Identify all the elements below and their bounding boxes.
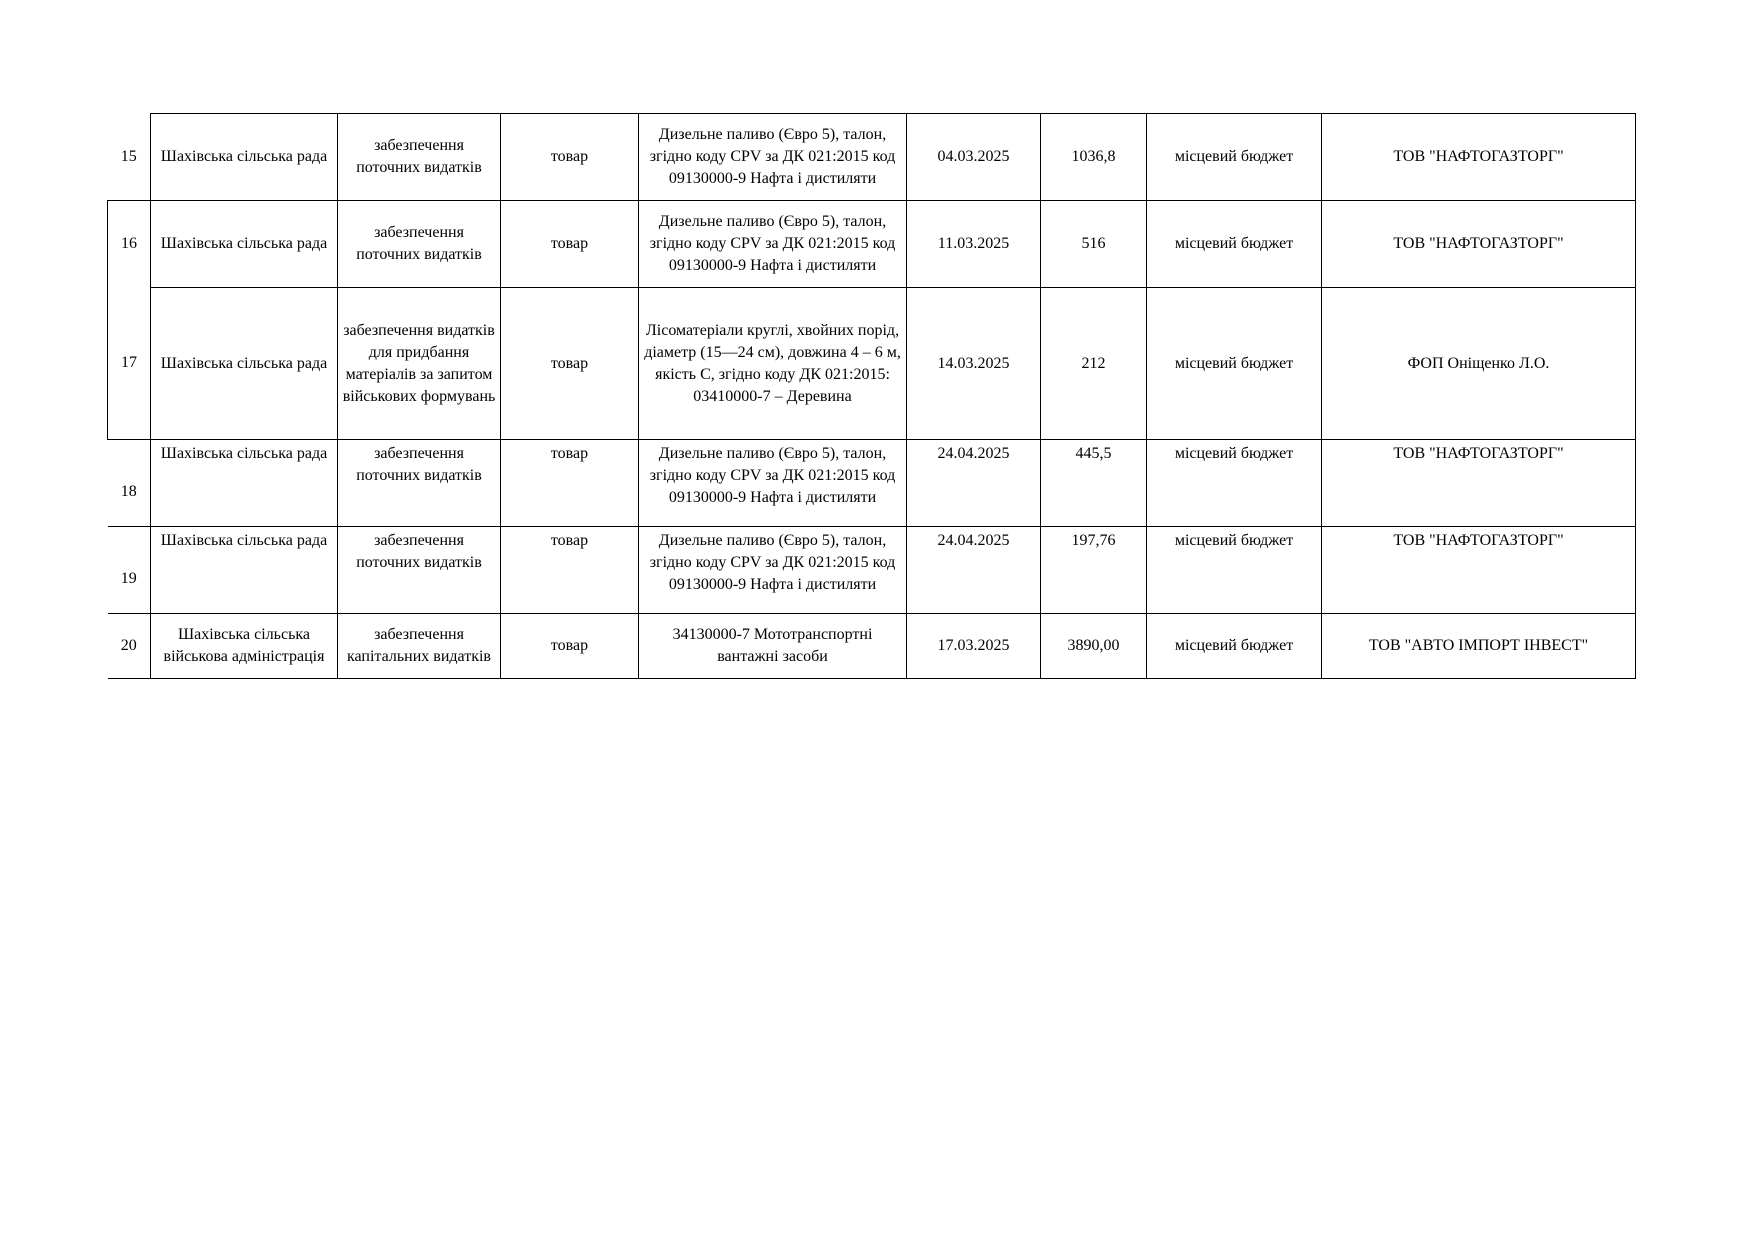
- amount-cell: 516: [1041, 201, 1147, 288]
- purpose-cell: забезпечення поточних видатків: [338, 440, 501, 527]
- type-cell: товар: [501, 201, 639, 288]
- supplier-cell: ТОВ "НАФТОГАЗТОРГ": [1322, 114, 1636, 201]
- supplier-cell: ФОП Оніщенко Л.О.: [1322, 288, 1636, 440]
- date-cell: 14.03.2025: [907, 288, 1041, 440]
- subject-cell: Дизельне паливо (Євро 5), талон, згідно коду CPV за ДК 021:2015 код 09130000-9 Нафта і дистиляти: [639, 440, 907, 527]
- date-cell: 17.03.2025: [907, 614, 1041, 679]
- funding-source-cell: місцевий бюджет: [1147, 114, 1322, 201]
- subject-cell: Дизельне паливо (Євро 5), талон, згідно коду CPV за ДК 021:2015 код 09130000-9 Нафта і дистиляти: [639, 114, 907, 201]
- subject-cell: Дизельне паливо (Євро 5), талон, згідно коду CPV за ДК 021:2015 код 09130000-9 Нафта і дистиляти: [639, 527, 907, 614]
- funding-source-cell: місцевий бюджет: [1147, 614, 1322, 679]
- purpose-cell: забезпечення поточних видатків: [338, 114, 501, 201]
- row-number: 16: [108, 201, 151, 288]
- row-number: 20: [108, 614, 151, 679]
- subject-cell: 34130000-7 Мототранспортні вантажні засоби: [639, 614, 907, 679]
- table-row: [108, 288, 1636, 440]
- supplier-cell: ТОВ "НАФТОГАЗТОРГ": [1322, 201, 1636, 288]
- type-cell: товар: [501, 614, 639, 679]
- funding-source-cell: місцевий бюджет: [1147, 440, 1322, 527]
- date-cell: 24.04.2025: [907, 527, 1041, 614]
- organization-cell: Шахівська сільська військова адміністрація: [151, 614, 338, 679]
- purpose-cell: забезпечення поточних видатків: [338, 527, 501, 614]
- organization-cell: Шахівська сільська рада: [151, 440, 338, 527]
- amount-cell: 1036,8: [1041, 114, 1147, 201]
- date-cell: 24.04.2025: [907, 440, 1041, 527]
- amount-cell: 3890,00: [1041, 614, 1147, 679]
- amount-cell: 445,5: [1041, 440, 1147, 527]
- funding-source-cell: місцевий бюджет: [1147, 288, 1322, 440]
- funding-source-cell: місцевий бюджет: [1147, 527, 1322, 614]
- type-cell: товар: [501, 527, 639, 614]
- organization-cell: Шахівська сільська рада: [151, 288, 338, 440]
- type-cell: товар: [501, 114, 639, 201]
- supplier-cell: ТОВ "НАФТОГАЗТОРГ": [1322, 527, 1636, 614]
- table-row: [108, 440, 1636, 527]
- purpose-cell: забезпечення поточних видатків: [338, 201, 501, 288]
- type-cell: товар: [501, 288, 639, 440]
- table-row: [108, 614, 1636, 679]
- supplier-cell: ТОВ "НАФТОГАЗТОРГ": [1322, 440, 1636, 527]
- purpose-cell: забезпечення капітальних видатків: [338, 614, 501, 679]
- type-cell: товар: [501, 440, 639, 527]
- row-number: 17: [108, 288, 151, 440]
- table-row: [108, 114, 1636, 201]
- amount-cell: 212: [1041, 288, 1147, 440]
- row-number: 18: [108, 440, 151, 527]
- organization-cell: Шахівська сільська рада: [151, 114, 338, 201]
- purpose-cell: забезпечення видатків для придбання матеріалів за запитом військових формувань: [338, 288, 501, 440]
- amount-cell: 197,76: [1041, 527, 1147, 614]
- supplier-cell: ТОВ "АВТО ІМПОРТ ІНВЕСТ": [1322, 614, 1636, 679]
- organization-cell: Шахівська сільська рада: [151, 201, 338, 288]
- row-number: 15: [108, 114, 151, 201]
- row-number: 19: [108, 527, 151, 614]
- table-row: [108, 201, 1636, 288]
- procurement-table: [107, 113, 1636, 679]
- subject-cell: Лісоматеріали круглі, хвойних порід, діаметр (15—24 см), довжина 4 – 6 м, якість С, згідно коду ДК 021:2015: 03410000-7 – Деревина: [639, 288, 907, 440]
- date-cell: 11.03.2025: [907, 201, 1041, 288]
- table-row: [108, 527, 1636, 614]
- organization-cell: Шахівська сільська рада: [151, 527, 338, 614]
- funding-source-cell: місцевий бюджет: [1147, 201, 1322, 288]
- date-cell: 04.03.2025: [907, 114, 1041, 201]
- subject-cell: Дизельне паливо (Євро 5), талон, згідно коду CPV за ДК 021:2015 код 09130000-9 Нафта і дистиляти: [639, 201, 907, 288]
